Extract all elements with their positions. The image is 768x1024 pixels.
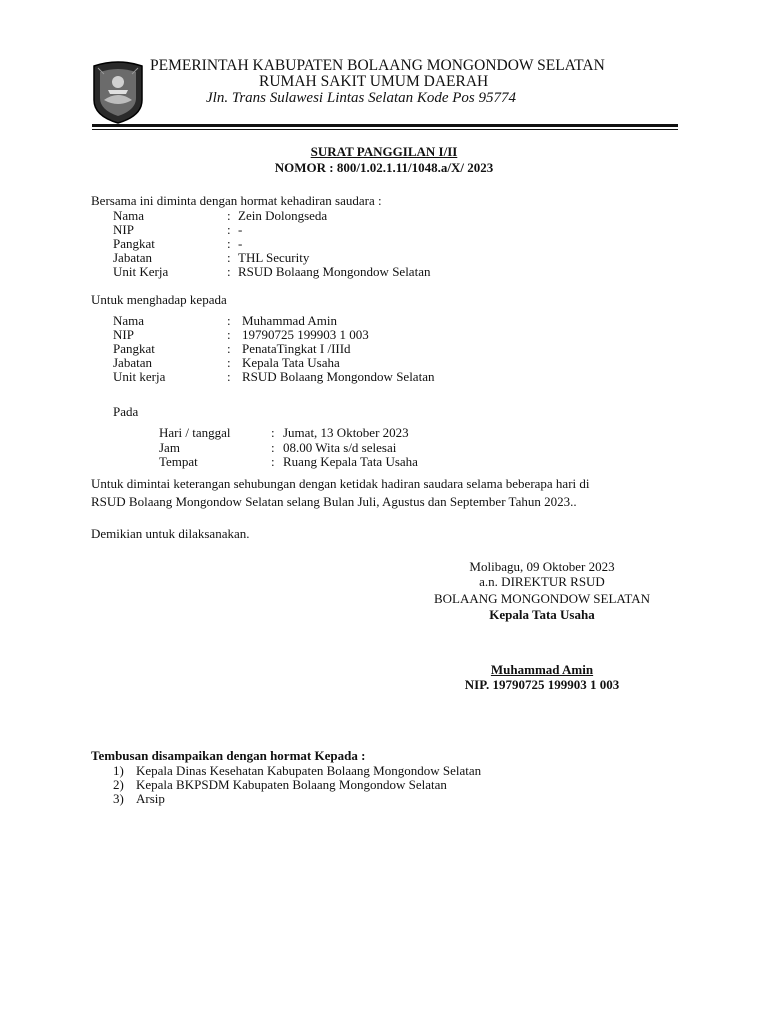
detail-label: Pangkat [113, 341, 155, 356]
schedule-label: Hari / tanggal [159, 425, 231, 440]
cc-item-text: Arsip [136, 791, 165, 806]
letterhead-address: Jln. Trans Sulawesi Lintas Selatan Kode Pos 95774 [206, 90, 517, 106]
schedule-colon: : [271, 440, 275, 455]
detail-colon: : [227, 222, 231, 237]
cc-item-number: 2) [113, 777, 124, 792]
schedule-colon: : [271, 425, 275, 440]
signatory-name: Muhammad Amin [490, 662, 594, 677]
detail-colon: : [227, 264, 231, 279]
schedule-value: Ruang Kepala Tata Usaha [283, 454, 418, 469]
signatory-nip: NIP. 19790725 199903 1 003 [464, 677, 620, 692]
cc-item-number: 3) [113, 791, 124, 806]
detail-label: Jabatan [113, 355, 152, 370]
detail-colon: : [227, 250, 231, 265]
schedule-value: 08.00 Wita s/d selesai [283, 440, 397, 455]
detail-value: Muhammad Amin [242, 313, 337, 328]
detail-label: Nama [113, 208, 145, 223]
detail-label: Unit Kerja [113, 264, 169, 279]
intro-text: Bersama ini diminta dengan hormat kehadiran saudara : [91, 193, 382, 208]
detail-colon: : [227, 327, 231, 342]
detail-colon: : [227, 369, 231, 384]
detail-value: RSUD Bolaang Mongondow Selatan [238, 264, 431, 279]
cc-item-text: Kepala BKPSDM Kabupaten Bolaang Mongondow Selatan [136, 777, 447, 792]
detail-label: Pangkat [113, 236, 155, 251]
detail-label: NIP [113, 222, 134, 237]
signature-place-date: Molibagu, 09 Oktober 2023 [469, 559, 615, 574]
purpose-line-1: Untuk dimintai keterangan sehubungan dengan ketidak hadiran saudara selama beberapa hari di [91, 476, 590, 491]
detail-label: Jabatan [113, 250, 152, 265]
detail-label: Nama [113, 313, 145, 328]
signature-position: Kepala Tata Usaha [489, 607, 595, 622]
signature-on-behalf: a.n. DIREKTUR RSUD [479, 574, 605, 589]
letterhead-government: PEMERINTAH KABUPATEN BOLAANG MONGONDOW SELATAN [150, 57, 605, 74]
purpose-line-2: RSUD Bolaang Mongondow Selatan selang Bulan Juli, Agustus dan September Tahun 2023.. [91, 494, 577, 509]
detail-value: RSUD Bolaang Mongondow Selatan [242, 369, 435, 384]
detail-value: THL Security [238, 250, 310, 265]
letterhead-rule-thick [92, 124, 678, 127]
on-label: Pada [113, 404, 139, 419]
detail-value: Zein Dolongseda [238, 208, 328, 223]
cc-item-text: Kepala Dinas Kesehatan Kabupaten Bolaang Mongondow Selatan [136, 763, 482, 778]
signature-institution: BOLAANG MONGONDOW SELATAN [433, 591, 651, 606]
meet-intro-text: Untuk menghadap kepada [91, 292, 227, 307]
regency-emblem-logo [90, 60, 146, 124]
schedule-value: Jumat, 13 Oktober 2023 [283, 425, 409, 440]
cc-item-number: 1) [113, 763, 124, 778]
detail-value: - [238, 222, 243, 237]
detail-value: - [238, 236, 243, 251]
detail-colon: : [227, 313, 231, 328]
detail-label: NIP [113, 327, 134, 342]
schedule-label: Jam [159, 440, 180, 455]
detail-colon: : [227, 236, 231, 251]
detail-value: PenataTingkat I /IIId [242, 341, 351, 356]
detail-colon: : [227, 355, 231, 370]
cc-heading: Tembusan disampaikan dengan hormat Kepada : [91, 748, 366, 763]
letterhead-hospital: RUMAH SAKIT UMUM DAERAH [259, 73, 489, 90]
detail-label: Unit kerja [113, 369, 166, 384]
detail-colon: : [227, 341, 231, 356]
schedule-label: Tempat [159, 454, 198, 469]
letter-number: NOMOR : 800/1.02.1.11/1048.a/X/ 2023 [274, 160, 494, 175]
closing-text: Demikian untuk dilaksanakan. [91, 526, 250, 541]
detail-colon: : [227, 208, 231, 223]
letter-title: SURAT PANGGILAN I/II [310, 144, 458, 159]
detail-value: Kepala Tata Usaha [242, 355, 340, 370]
detail-value: 19790725 199903 1 003 [242, 327, 369, 342]
letterhead-rule-thin [92, 129, 678, 130]
schedule-colon: : [271, 454, 275, 469]
